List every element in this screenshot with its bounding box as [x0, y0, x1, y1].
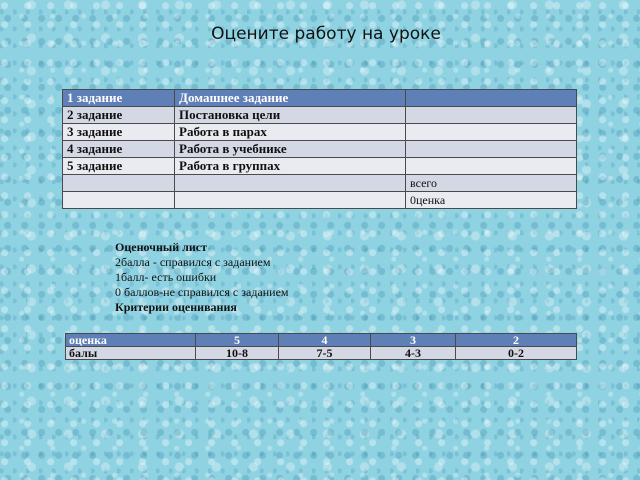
table-cell: Работа в парах: [175, 124, 406, 141]
table-cell: [175, 175, 406, 192]
table-cell: 4-3: [371, 347, 456, 360]
table-cell: [63, 175, 175, 192]
table-cell: 3 задание: [63, 124, 175, 141]
evaluation-card: [115, 240, 289, 315]
table-row: [63, 107, 577, 124]
table-cell: 4: [279, 334, 371, 347]
table-cell: 1 задание: [63, 90, 175, 107]
criteria-heading: Критерии оценивания: [115, 300, 237, 314]
table-cell: 0-2: [456, 347, 577, 360]
table-cell: [406, 124, 577, 141]
page-title: Оцените работу на уроке: [211, 24, 441, 44]
table-cell: Работа в учебнике: [175, 141, 406, 158]
table-row: [63, 158, 577, 175]
evaluation-card-heading: Оценочный лист: [115, 240, 208, 254]
table-cell: 3: [371, 334, 456, 347]
table-row: [63, 124, 577, 141]
table-cell: Работа в группах: [175, 158, 406, 175]
table-cell: 5 задание: [63, 158, 175, 175]
table-row: [63, 192, 577, 209]
table-cell: 7-5: [279, 347, 371, 360]
table-cell: балы: [66, 347, 196, 360]
table-row: [63, 141, 577, 158]
grades-table: [65, 333, 577, 360]
table-cell: [406, 141, 577, 158]
table-row: [63, 175, 577, 192]
table-cell: Домашнее задание: [175, 90, 406, 107]
evaluation-line: 2балла - справился с заданием: [115, 255, 271, 269]
table-cell: оценка: [66, 334, 196, 347]
table-cell: 2: [456, 334, 577, 347]
table-row: [66, 334, 577, 347]
table-row: [66, 347, 577, 360]
table-cell: Постановка цели: [175, 107, 406, 124]
table-cell: [175, 192, 406, 209]
table-cell: [406, 90, 577, 107]
table-cell: 2 задание: [63, 107, 175, 124]
table-cell: 10-8: [196, 347, 279, 360]
table-cell: 5: [196, 334, 279, 347]
table-row: [63, 90, 577, 107]
table-cell: [406, 107, 577, 124]
evaluation-line: 1балл- есть ошибки: [115, 270, 217, 284]
tasks-table: [62, 89, 577, 209]
table-cell: 4 задание: [63, 141, 175, 158]
total-label: всего: [406, 175, 577, 192]
grade-label: 0ценка: [406, 192, 577, 209]
table-cell: [406, 158, 577, 175]
table-cell: [63, 192, 175, 209]
evaluation-line: 0 баллов-не справился с заданием: [115, 285, 289, 299]
